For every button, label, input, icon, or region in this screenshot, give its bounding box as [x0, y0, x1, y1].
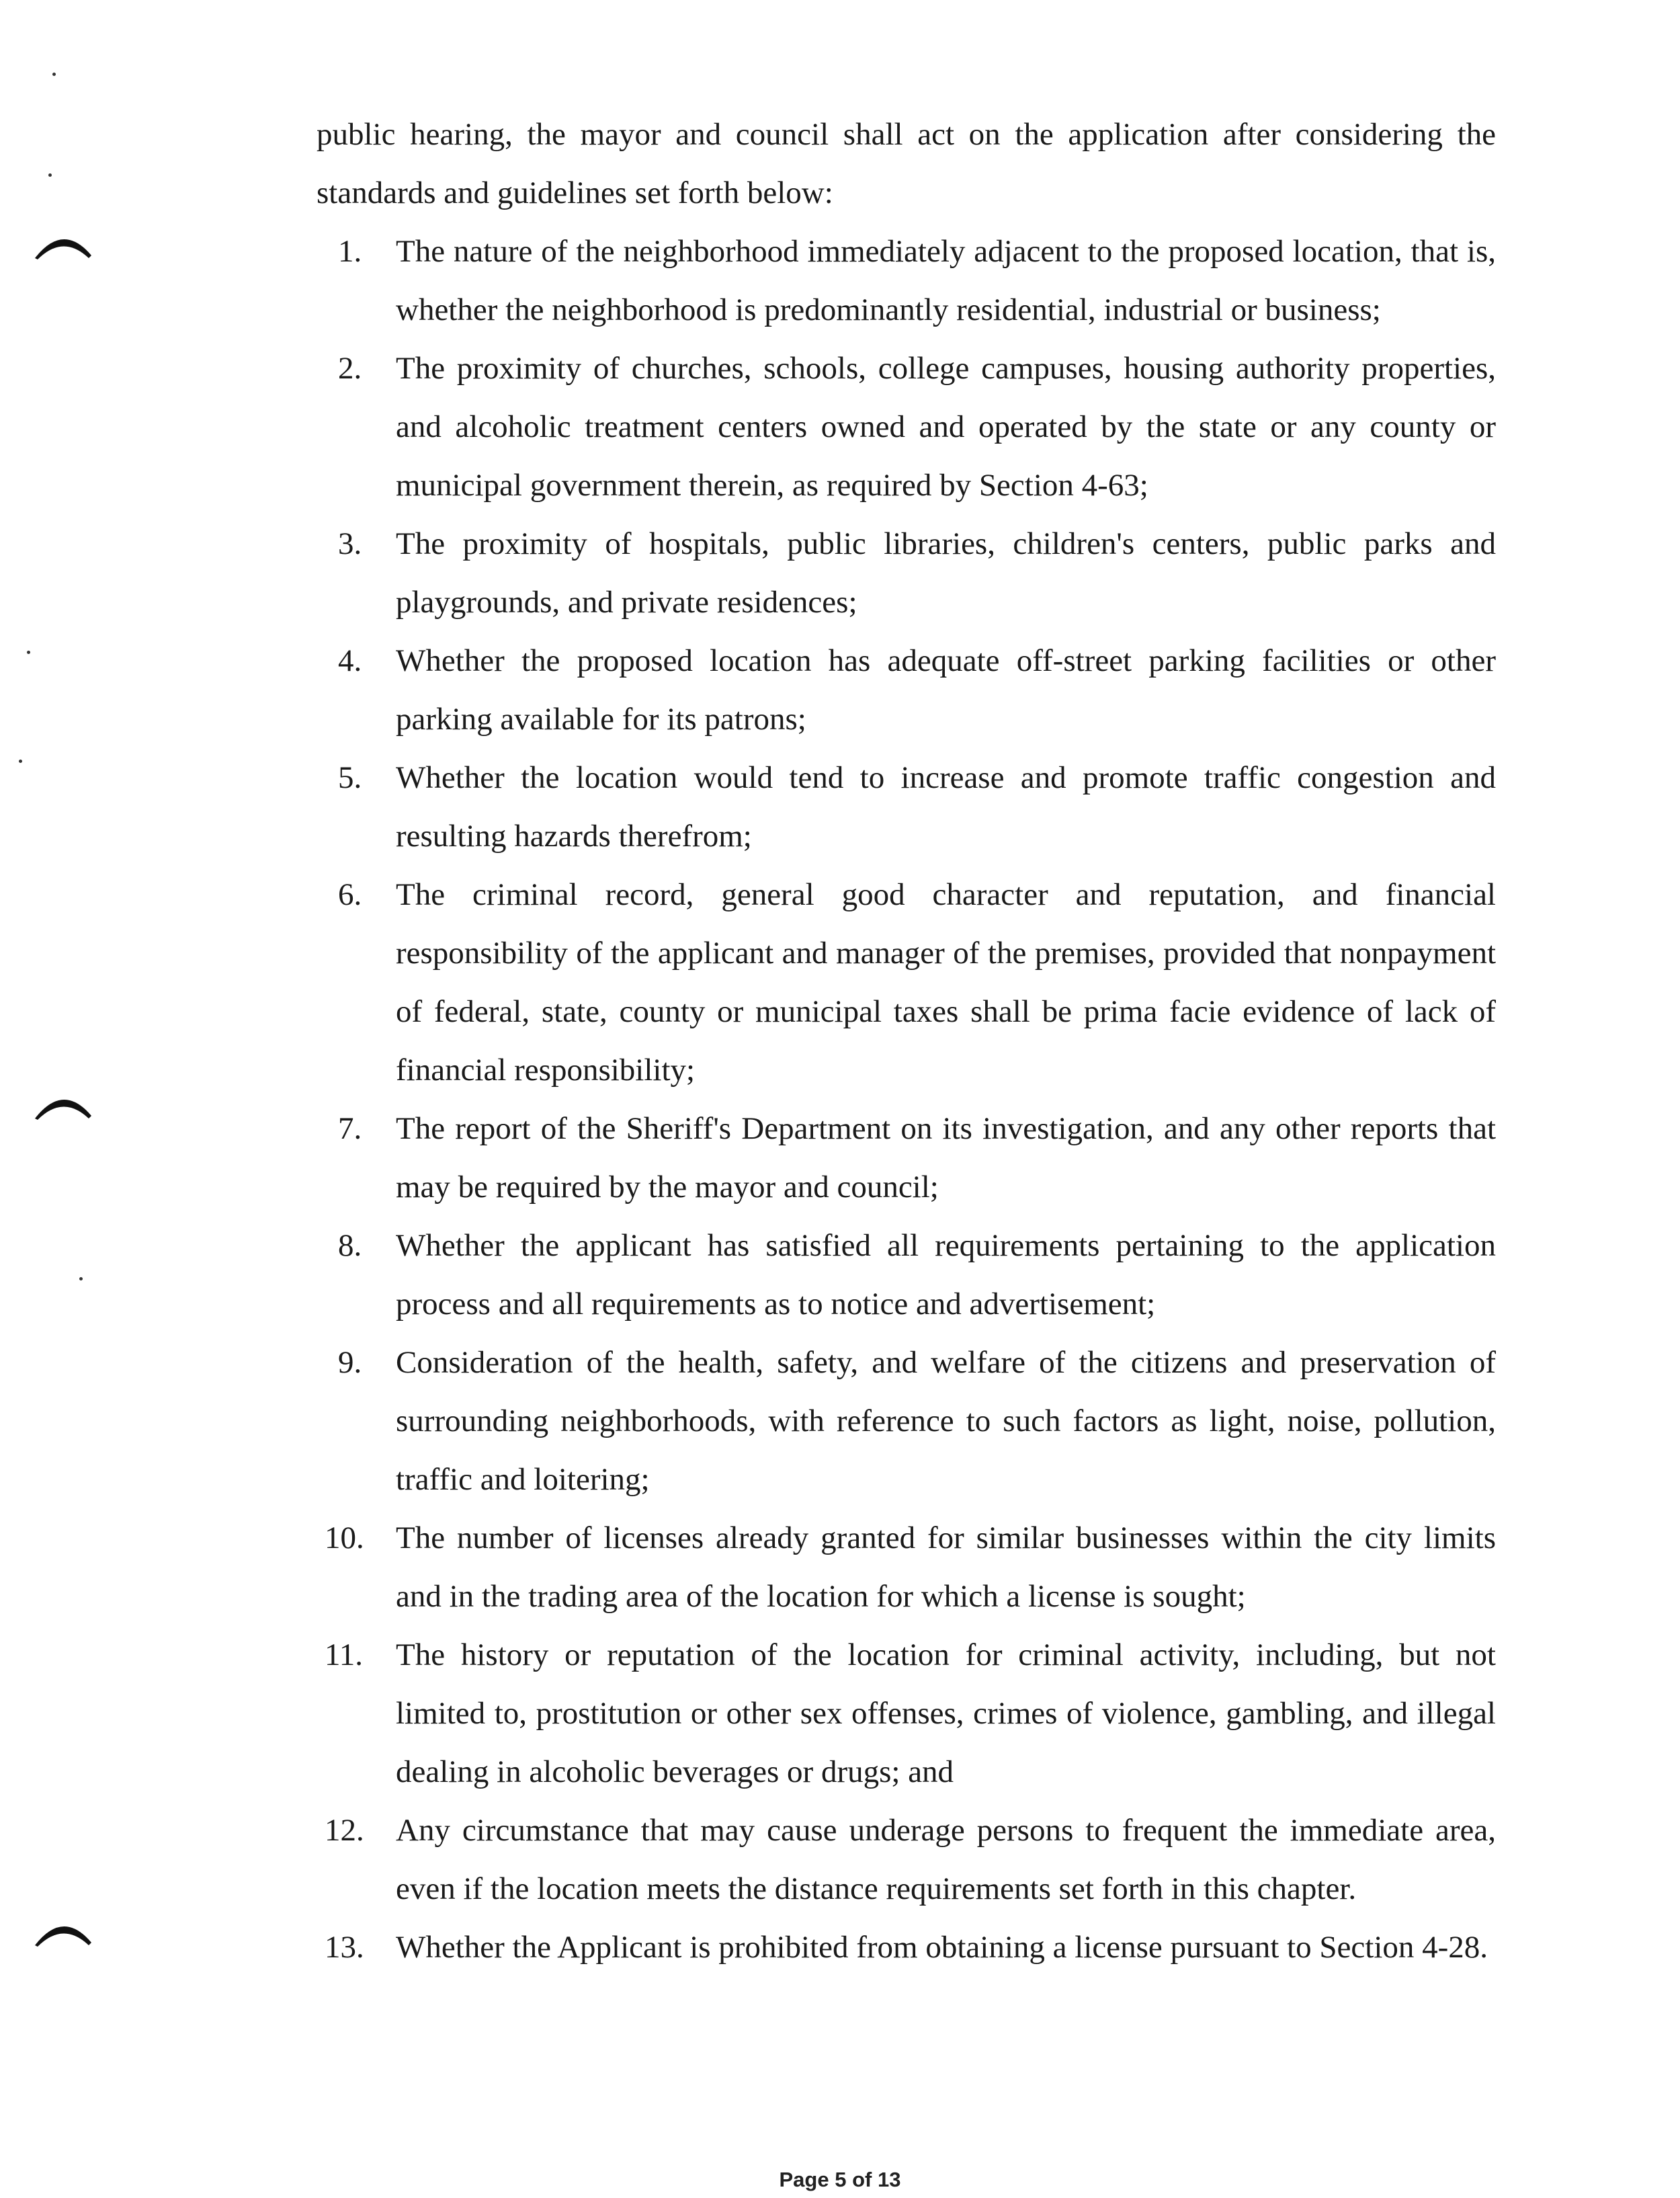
list-item-text: Any circumstance that may cause underage persons to frequent the immediate area, even if the location meets the distance requirements set forth in this chapter.: [396, 1813, 1496, 1906]
list-item: [317, 866, 1496, 1100]
of-label: of: [852, 2168, 872, 2191]
list-item-text: The nature of the neighborhood immediately adjacent to the proposed location, that is, whether the neighborhood is predominantly residential, industrial or business;: [396, 234, 1496, 327]
list-item-text: Consideration of the health, safety, and welfare of the citizens and preservation of surrounding neighborhoods, with reference to such factors as light, noise, pollution, traffic and loitering;: [396, 1345, 1496, 1497]
list-item-text: The criminal record, general good character and reputation, and financial responsibility of the applicant and manager of the premises, provided that nonpayment of federal, state, county or municipal taxes shall be prima facie evidence of lack of financial responsibility;: [396, 877, 1496, 1088]
total-pages-number: 13: [878, 2168, 901, 2191]
list-item-text: Whether the Applicant is prohibited from obtaining a license pursuant to Section 4-28.: [396, 1930, 1488, 1965]
scan-speck-icon: [27, 651, 30, 654]
list-item: [317, 1626, 1496, 1801]
hole-punch-mark-icon: [32, 1088, 94, 1121]
list-item-number: 10.: [325, 1520, 364, 1555]
list-item: [317, 1918, 1496, 1977]
list-item-number: 5.: [338, 760, 362, 795]
document-body: [317, 106, 1496, 1977]
list-item: [317, 515, 1496, 632]
list-item-number: 4.: [338, 643, 362, 678]
page-footer: [0, 2168, 1680, 2192]
list-item-number: 8.: [338, 1228, 362, 1263]
list-item-number: 1.: [338, 234, 362, 269]
list-item-text: The number of licenses already granted for similar businesses within the city limits and in the trading area of the location for which a license is sought;: [396, 1520, 1496, 1614]
page-label: Page: [779, 2168, 829, 2191]
list-item-text: The proximity of churches, schools, college campuses, housing authority properties, and alcoholic treatment centers owned and operated by the state or any county or municipal government therein, as required by Section 4-63;: [396, 351, 1496, 503]
hole-punch-mark-icon: [32, 1914, 94, 1948]
list-item-number: 9.: [338, 1345, 362, 1380]
list-item: [317, 1334, 1496, 1509]
list-item-number: 11.: [325, 1637, 364, 1672]
list-item: [317, 632, 1496, 749]
list-item-text: The proximity of hospitals, public libraries, children's centers, public parks and playgrounds, and private residences;: [396, 526, 1496, 620]
list-item-number: 12.: [325, 1813, 364, 1848]
list-item: [317, 1100, 1496, 1217]
list-item-number: 3.: [338, 526, 362, 561]
scan-speck-icon: [79, 1277, 83, 1280]
list-item-number: 2.: [338, 351, 362, 386]
list-item-number: 6.: [338, 877, 362, 912]
list-item-number: 7.: [338, 1111, 362, 1146]
scan-speck-icon: [48, 173, 52, 177]
hole-punch-mark-icon: [32, 227, 94, 261]
intro-paragraph: public hearing, the mayor and council shall act on the application after considering the standards and guidelines set forth below:: [317, 117, 1496, 210]
list-item-text: The report of the Sheriff's Department on its investigation, and any other reports that may be required by the mayor and council;: [396, 1111, 1496, 1205]
list-item-text: Whether the location would tend to increase and promote traffic congestion and resulting hazards therefrom;: [396, 760, 1496, 854]
list-item: [317, 339, 1496, 515]
list-item-text: The history or reputation of the location for criminal activity, including, but not limited to, prostitution or other sex offenses, crimes of violence, gambling, and illegal dealing in alcoholic beverages or drugs; and: [396, 1637, 1496, 1789]
list-item-text: Whether the proposed location has adequate off-street parking facilities or other parking available for its patrons;: [396, 643, 1496, 737]
list-item-number: 13.: [325, 1930, 364, 1965]
list-item: [317, 1217, 1496, 1334]
list-item: [317, 749, 1496, 866]
list-item-text: Whether the applicant has satisfied all requirements pertaining to the application process and all requirements as to notice and advertisement;: [396, 1228, 1496, 1321]
criteria-list: [317, 222, 1496, 1977]
scan-speck-icon: [52, 73, 56, 76]
scan-speck-icon: [19, 760, 22, 763]
current-page-number: 5: [835, 2168, 847, 2191]
list-item: [317, 222, 1496, 339]
list-item: [317, 1509, 1496, 1626]
list-item: [317, 1801, 1496, 1918]
